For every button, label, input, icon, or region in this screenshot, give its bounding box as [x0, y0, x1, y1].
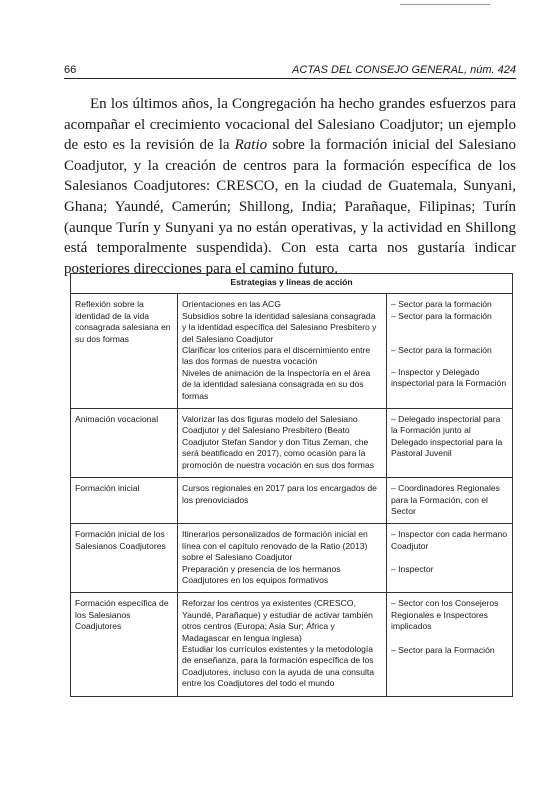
action-item: Subsidios sobre la identidad salesiana consagrada y la identidad específica del Salesiano Presbítero y del Salesiano Coadjutor: [182, 310, 377, 344]
top-rule: [400, 4, 490, 5]
action-item: Reforzar los centros ya existentes (CRESCO, Yaundé, Parañaque) y estudiar de activar también otros centros (Europa; Asia Sur; África y Madagascar en lengua inglesa): [182, 598, 373, 643]
responsible-item: – Sector para la formación: [391, 310, 492, 321]
strategy-table: [70, 273, 513, 697]
area-cell: Reflexión sobre la identidad de la vida consagrada salesiana en su dos formas: [71, 294, 178, 409]
action-item: Estudiar los currículos existentes y la metodología de enseñanza, para la formación específica de los Coadjutores, incluso con la ayuda de una consulta entre los Coadjutores del todo el mundo: [182, 643, 375, 689]
responsible-item: – Sector para la formación: [391, 299, 492, 310]
responsible-cell: [387, 524, 513, 593]
actions-cell: [178, 294, 387, 409]
action-item: Valorizar las dos figuras modelo del Salesiano Coadjutor y del Salesiano Presbítero (Beato Coadjutor Stefan Sandor y don Titus Zeman, che será beatificado en 2017), como ocasión para la promoción de nuestra vocación en sus dos formas: [182, 414, 375, 470]
table-row: [71, 294, 513, 409]
responsible-cell: [387, 593, 513, 696]
action-item: Itinerarios personalizados de formación inicial en línea con el capítulo renovado de la Ratio (2013) sobre el Salesiano Coadjutor: [182, 529, 368, 563]
responsible-item: – Delegado inspectorial para la Formación junto al Delegado inspectorial para la Pastoral Juvenil: [391, 414, 503, 459]
action-item: Niveles de animación de la Inspectoría en el área de la identidad salesiana consagrada en su dos formas: [182, 367, 371, 401]
area-cell: Formación inicial: [71, 478, 178, 524]
action-item: Preparación y presencia de los hermanos Coadjutores en los equipos formativos: [182, 563, 341, 585]
action-item: Clarificar los criterios para el discernimiento entre las dos formas de nuestra vocación: [182, 345, 371, 367]
table-title: Estrategias y líneas de acción: [71, 274, 513, 294]
responsible-item: – Sector para la formación: [391, 345, 492, 356]
responsible-item: – Inspector con cada hermano Coadjutor: [391, 529, 508, 551]
table-row: [71, 478, 513, 524]
page-header: [64, 64, 516, 79]
responsible-cell: [387, 294, 513, 409]
responsible-cell: [387, 478, 513, 524]
table-row: [71, 593, 513, 696]
action-item: Cursos regionales en 2017 para los encargados de los prenoviciados: [182, 483, 377, 505]
intro-text-1: En los últimos años, la Congregación ha hecho grandes esfuerzos para acompañar el crecimiento vocacional del Salesiano Coadjutor; un ejemplo de esto es la revisión de la: [64, 96, 516, 154]
running-title: ACTAS DEL CONSEJO GENERAL, núm. 424: [292, 64, 516, 76]
intro-paragraph: [64, 94, 516, 279]
action-item: Orientaciones en las ACG: [182, 299, 281, 310]
table-row: [71, 524, 513, 593]
area-cell: Formación específica de los Salesianos Coadjutores: [71, 593, 178, 696]
responsible-item: – Inspector y Delegado inspectorial para la Formación: [391, 366, 507, 389]
page-number: 66: [64, 64, 77, 76]
responsible-cell: [387, 409, 513, 478]
table-row: [71, 409, 513, 478]
area-cell: Animación vocacional: [71, 409, 178, 478]
intro-ratio: Ratio: [234, 137, 268, 154]
responsible-item: – Sector para la Formación: [391, 644, 495, 655]
intro-text-2: sobre la formación inicial del Salesiano Coadjutor, y la creación de centros para la formación específica de los Salesianos Coadjutores: CRESCO, en la ciudad de Guatemala, Sunyani, Ghana; Yaundé, Camerún; Shillong, India; Parañaque, Filipinas; Turín (aunque Turín y Sunyani ya no están operativas, y la actividad en Shillong está temporalmente suspendida). Con esta carta nos gustaría indicar posteriores direcciones para el camino futuro.: [64, 137, 516, 277]
area-cell: Formación inicial de los Salesianos Coadjutores: [71, 524, 178, 593]
actions-cell: [178, 409, 387, 478]
actions-cell: [178, 478, 387, 524]
responsible-item: – Sector con los Consejeros Regionales e Inspectores implicados: [391, 598, 499, 632]
responsible-item: – Coordinadores Regionales para la Formación, con el Sector: [391, 483, 500, 516]
actions-cell: [178, 593, 387, 696]
actions-cell: [178, 524, 387, 593]
responsible-item: – Inspector: [391, 564, 434, 575]
